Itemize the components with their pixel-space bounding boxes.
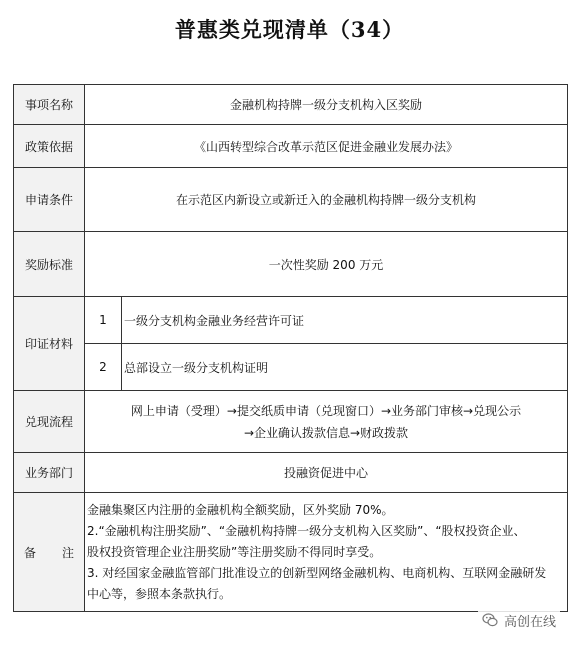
remark-line: 中心等，参照本条款执行。 — [87, 586, 232, 601]
row-policy-basis — [14, 125, 568, 168]
watermark-text: 高创在线 — [504, 614, 557, 630]
policy-table — [13, 84, 568, 612]
remark-line: 股权投资管理企业注册奖励”等注册奖励不得同时享受。 — [87, 544, 382, 559]
material-number: 1 — [85, 297, 122, 344]
row-item-name — [14, 85, 568, 125]
material-number: 2 — [85, 344, 122, 391]
row-reward — [14, 232, 568, 297]
row-remarks — [14, 493, 568, 612]
department-label: 业务部门 — [14, 453, 85, 493]
policy-basis-value: 《山西转型综合改革示范区促进金融业发展办法》 — [85, 125, 568, 168]
row-conditions — [14, 168, 568, 232]
material-text: 一级分支机构金融业务经营许可证 — [122, 297, 568, 344]
conditions-value: 在示范区内新设立或新迁入的金融机构持牌一级分支机构 — [85, 168, 568, 232]
page-title: 普惠类兑现清单（34） — [174, 17, 405, 42]
policy-basis-label: 政策依据 — [14, 125, 85, 168]
remark-line: 3. 对经国家金融监管部门批准设立的创新型网络金融机构、电商机构、互联网金融研发 — [87, 565, 547, 580]
process-value — [85, 391, 568, 453]
remarks-label-char: 注 — [62, 545, 75, 560]
process-line: 网上申请（受理）→提交纸质申请（兑现窗口）→业务部门审核→兑现公示 — [130, 403, 522, 418]
conditions-label: 申请条件 — [14, 168, 85, 232]
reward-label: 奖励标准 — [14, 232, 85, 297]
remark-line: 2.“金融机构注册奖励”、“金融机构持牌一级分支机构入区奖励”、“股权投资企业、 — [87, 523, 526, 538]
department-value: 投融资促进中心 — [85, 453, 568, 493]
row-department — [14, 453, 568, 493]
row-material-2 — [14, 344, 568, 391]
reward-value: 一次性奖励 200 万元 — [85, 232, 568, 297]
item-name-value: 金融机构持牌一级分支机构入区奖励 — [85, 85, 568, 125]
remarks-label-char: 备 — [23, 545, 36, 560]
remarks-label — [14, 493, 85, 612]
process-label: 兑现流程 — [14, 391, 85, 453]
remark-line: 金融集聚区内注册的金融机构全额奖励，区外奖励 70%。 — [87, 502, 394, 517]
materials-label: 印证材料 — [14, 297, 85, 391]
wechat-icon — [482, 612, 498, 628]
row-process — [14, 391, 568, 453]
material-text: 总部设立一级分支机构证明 — [122, 344, 568, 391]
row-material-1 — [14, 297, 568, 344]
process-line: →企业确认拨款信息→财政拨款 — [243, 425, 409, 440]
watermark — [478, 609, 560, 631]
item-name-label: 事项名称 — [14, 85, 85, 125]
remarks-value — [85, 493, 568, 612]
